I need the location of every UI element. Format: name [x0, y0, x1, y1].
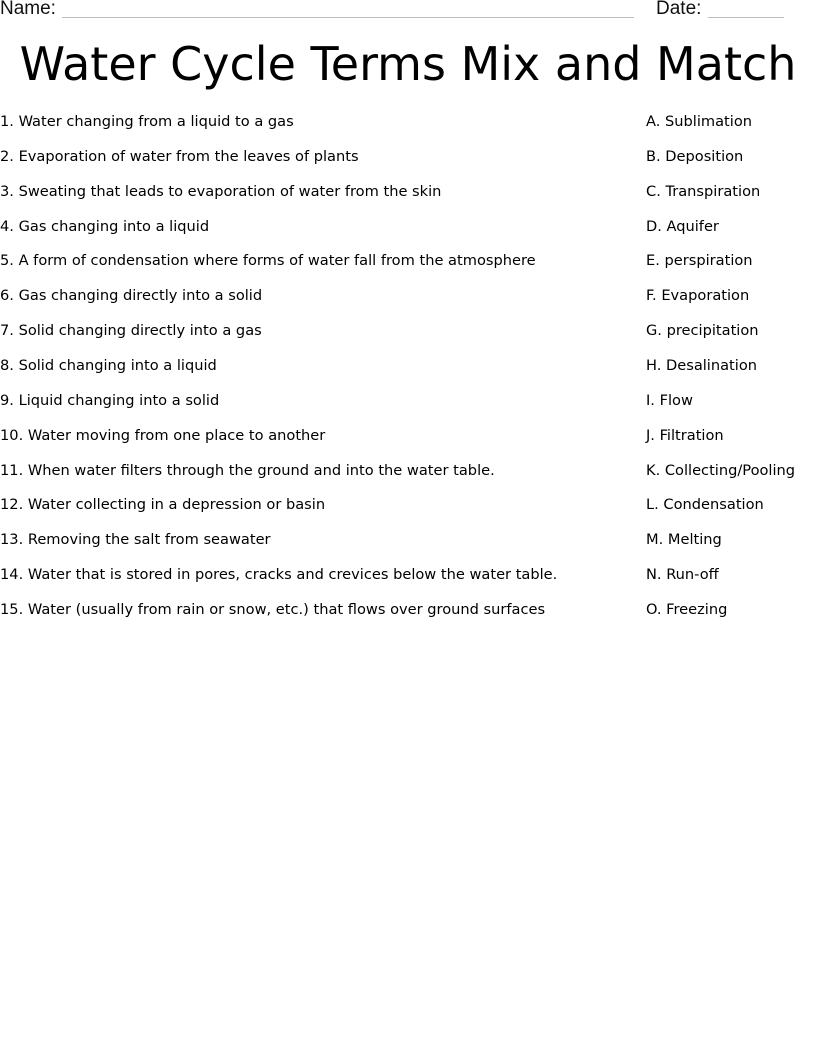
answer-item: D. Aquifer	[646, 217, 719, 235]
answer-item: K. Collecting/Pooling	[646, 461, 796, 479]
answer-item: B. Deposition	[646, 147, 744, 165]
answer-list	[646, 112, 816, 635]
question-item: 11. When water filters through the ground and into the water table.	[0, 461, 495, 479]
question-item: 10. Water moving from one place to another	[0, 426, 326, 444]
answer-item: H. Desalination	[646, 357, 758, 375]
answer-item: M. Melting	[646, 531, 722, 549]
answer-item: C. Transpiration	[646, 182, 761, 200]
name-label: Name:	[0, 0, 56, 19]
answer-item: L. Condensation	[646, 496, 764, 514]
answer-item: F. Evaporation	[646, 287, 750, 305]
question-item: 2. Evaporation of water from the leaves of plants	[0, 147, 359, 165]
worksheet-header	[0, 0, 816, 22]
answer-item: N. Run-off	[646, 566, 719, 584]
date-field-line[interactable]	[708, 17, 784, 18]
name-field-line[interactable]	[62, 17, 634, 18]
answer-item: A. Sublimation	[646, 113, 753, 130]
date-label: Date:	[656, 0, 702, 19]
question-item: 9. Liquid changing into a solid	[0, 391, 220, 409]
question-item: 1. Water changing from a liquid to a gas	[0, 113, 294, 130]
answer-item: E. perspiration	[646, 252, 753, 270]
question-item: 7. Solid changing directly into a gas	[0, 322, 262, 340]
question-item: 8. Solid changing into a liquid	[0, 357, 217, 375]
question-item: 14. Water that is stored in pores, cracks and crevices below the water table.	[0, 566, 558, 584]
question-item: 4. Gas changing into a liquid	[0, 217, 210, 235]
question-item: 15. Water (usually from rain or snow, etc.) that flows over ground surfaces	[0, 601, 546, 619]
worksheet-title: Water Cycle Terms Mix and Match	[19, 37, 797, 91]
answer-item: O. Freezing	[646, 601, 728, 619]
answer-item: I. Flow	[646, 391, 693, 409]
question-item: 3. Sweating that leads to evaporation of water from the skin	[0, 182, 442, 200]
question-item: 13. Removing the salt from seawater	[0, 531, 271, 549]
question-item: 5. A form of condensation where forms of water fall from the atmosphere	[0, 252, 536, 270]
question-item: 12. Water collecting in a depression or basin	[0, 496, 326, 514]
question-list	[0, 112, 630, 635]
answer-item: J. Filtration	[646, 426, 724, 444]
question-item: 6. Gas changing directly into a solid	[0, 287, 263, 305]
answer-item: G. precipitation	[646, 322, 759, 340]
